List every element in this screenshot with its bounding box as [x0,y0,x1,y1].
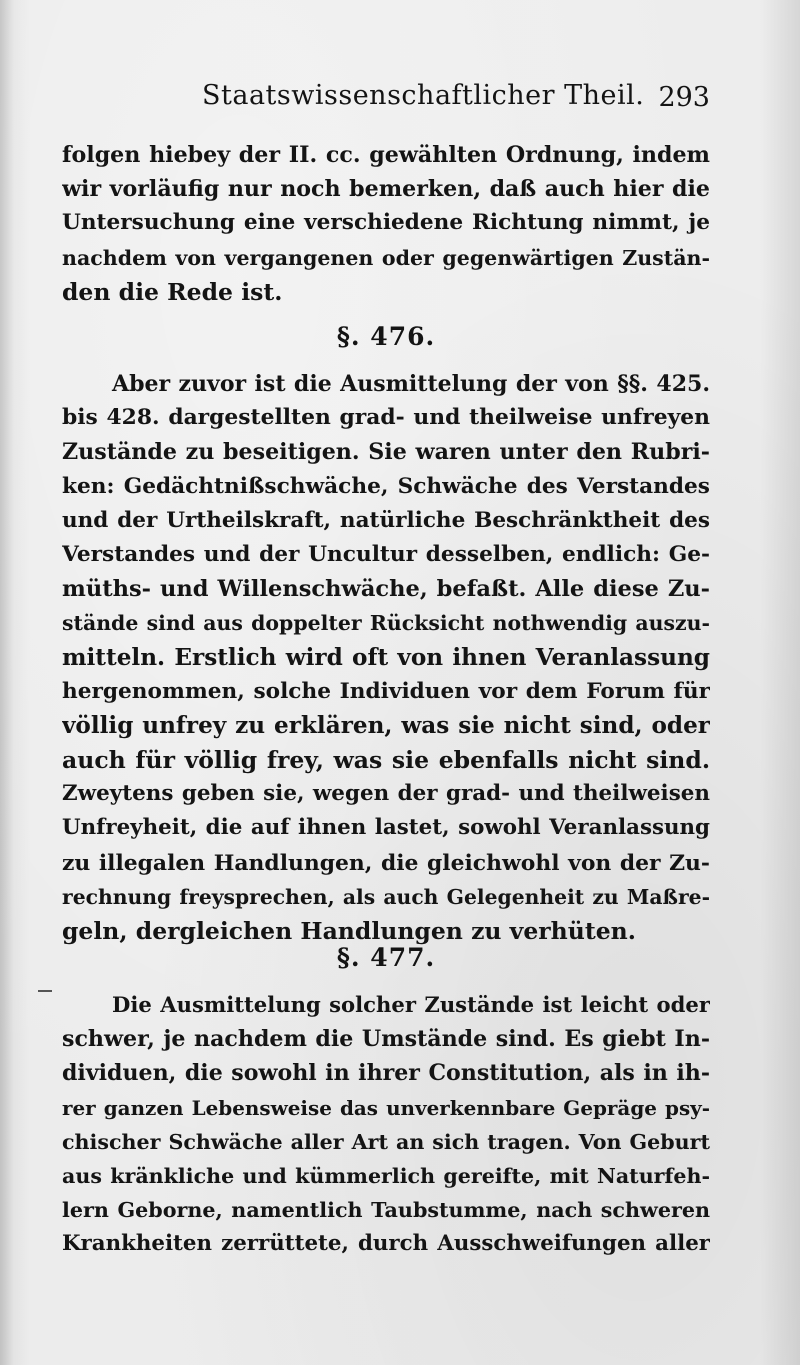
text-line: Aber zuvor ist die Ausmittelung der von §§. 425. [112,371,710,397]
text-line: wir vorläufig nur noch bemerken, daß auch hier die [62,176,710,203]
text-line: chischer Schwäche aller Art an sich tragen. Von Geburt [62,1129,710,1154]
text-line: und der Urtheilskraft, natürliche Beschränktheit des [62,507,710,533]
page-header [62,80,710,120]
text-line: müths- und Willenschwäche, befaßt. Alle diese Zu- [62,576,710,603]
text-line: bis 428. dargestellten grad- und theilweise unfreyen [62,405,710,431]
text-line: stände sind aus doppelter Rücksicht nothwendig auszu- [62,611,710,636]
margin-mark [38,990,52,992]
text-line: geln, dergleichen Handlungen zu verhüten. [62,917,636,945]
text-line: dividuen, die sowohl in ihrer Constitution, als in ih- [62,1060,710,1087]
text-line: den die Rede ist. [62,277,283,306]
text-line: folgen hiebey der II. cc. gewählten Ordnung, indem [62,142,710,168]
text-line: rechnung freysprechen, als auch Gelegenheit zu Maßre- [62,884,710,909]
paragraph-476 [62,367,710,948]
page-number: 293 [658,82,710,113]
text-line: Zweytens geben sie, wegen der grad- und theilweisen [62,781,710,807]
text-line: zu illegalen Handlungen, die gleichwohl von der Zu- [62,849,710,876]
text-line: Zustände zu beseitigen. Sie waren unter den Rubri- [62,439,710,466]
text-line: rer ganzen Lebensweise das unverkennbare Gepräge psy- [62,1095,710,1120]
text-line: Verstandes und der Uncultur desselben, endlich: Ge- [62,541,710,567]
text-line: Krankheiten zerrüttete, durch Ausschweifungen aller [62,1231,710,1257]
text-line: lern Geborne, namentlich Taubstumme, nach schweren [62,1198,710,1223]
text-line: Die Ausmittelung solcher Zustände ist leicht oder [112,992,710,1017]
running-title: Staatswissenschaftlicher Theil. [202,80,645,111]
text-line: ken: Gedächtnißschwäche, Schwäche des Verstandes [62,473,710,499]
text-line: Unfreyheit, die auf ihnen lastet, sowohl Veranlassung [62,815,710,841]
text-line: nachdem von vergangenen oder gegenwärtigen Zustän- [62,245,710,270]
text-line: schwer, je nachdem die Umstände sind. Es giebt In- [62,1026,710,1053]
section-heading-477: §. 477. [336,943,436,972]
paragraph-continuation [62,138,710,309]
text-line: mitteln. Erstlich wird oft von ihnen Veranlassung [62,643,710,671]
page-gutter-shadow [0,0,14,1365]
text-line: auch für völlig frey, was sie ebenfalls nicht sind. [62,746,710,775]
text-line: völlig unfrey zu erklären, was sie nicht sind, oder [62,711,710,739]
paragraph-477 [62,988,710,1262]
text-line: aus kränkliche und kümmerlich gereifte, mit Naturfeh- [62,1163,710,1188]
text-line: hergenommen, solche Individuen vor dem Forum für [62,678,710,704]
section-heading-476: §. 476. [336,322,436,351]
text-line: Untersuchung eine verschiedene Richtung nimmt, je [62,210,710,236]
